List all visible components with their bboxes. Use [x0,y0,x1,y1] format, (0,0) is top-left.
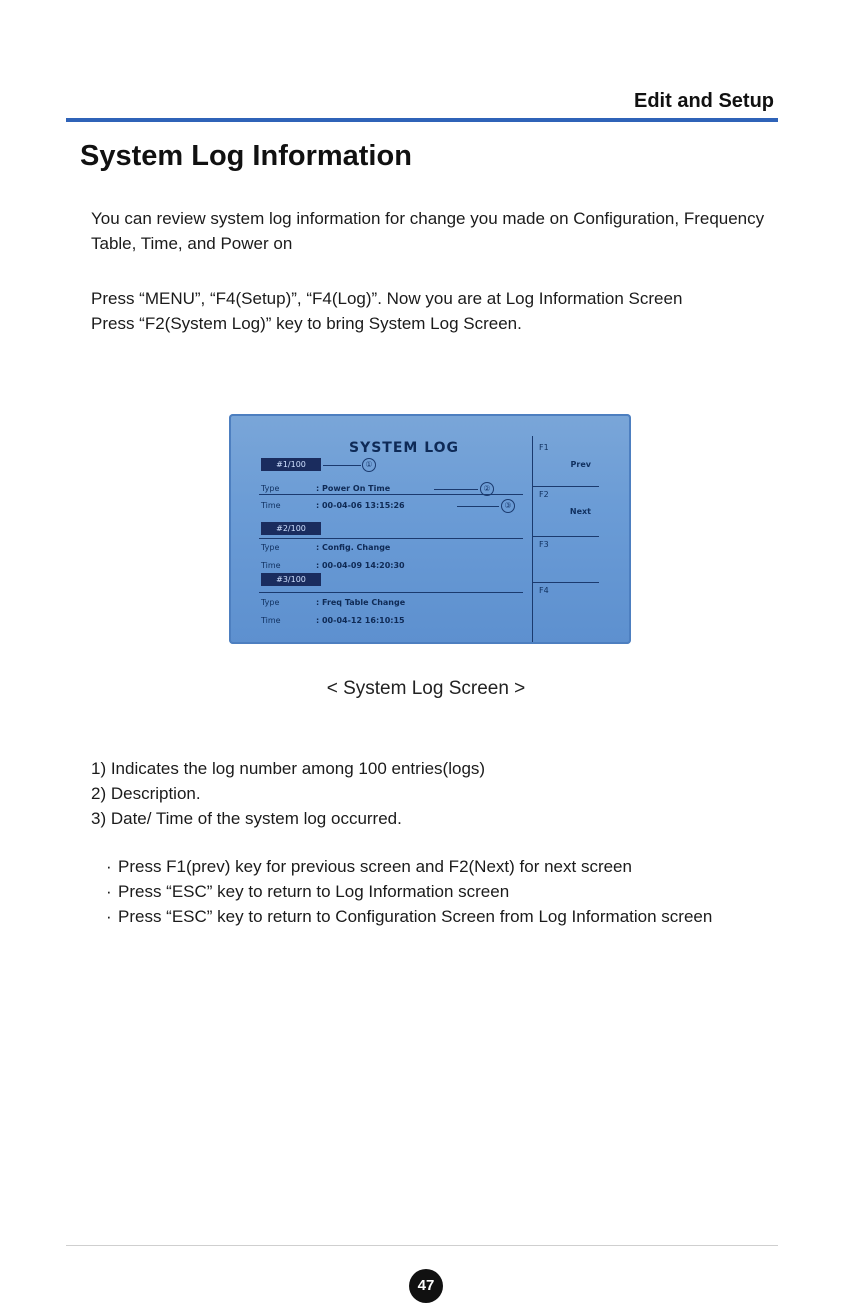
marker-3: ③ [501,499,515,513]
note-item: 1) Indicates the log number among 100 entries(logs) [91,759,486,778]
footer-rule [66,1245,778,1246]
type-value: : Config. Change [316,543,391,552]
separator [259,494,523,495]
bullet-text: Press “ESC” key to return to Log Information screen [118,882,510,901]
separator [259,538,523,539]
section-header: Edit and Setup [634,90,774,112]
instructions [91,286,781,336]
time-label: Time [261,616,281,625]
fkey-label: Prev [570,460,591,469]
time-label: Time [261,501,281,510]
log-number-badge: #2/100 [261,522,321,535]
bullet-item [106,879,712,904]
marker-1: ① [362,458,376,472]
notes-list [91,756,485,831]
bullet-text: Press F1(prev) key for previous screen and F2(Next) for next screen [118,857,632,876]
header-rule [66,118,778,122]
type-label: Type [261,543,280,552]
fkey-f4[interactable] [533,582,599,629]
bullet-dot-icon: · [106,882,112,901]
intro-paragraph: You can review system log information for change you made on Configuration, Frequency Table, Time, and Power on [91,209,765,253]
time-value: : 00-04-12 16:10:15 [316,616,405,625]
type-value: : Power On Time [316,484,391,493]
system-log-screen [229,414,631,644]
fkey-f3[interactable] [533,536,599,583]
time-value: : 00-04-06 13:15:26 [316,501,405,510]
instruction-line: Press “F2(System Log)” key to bring System Log Screen. [91,314,522,333]
bullet-list [106,854,712,929]
marker-2: ② [480,482,494,496]
separator [259,592,523,593]
screen-title: SYSTEM LOG [349,440,460,456]
fkey-code: F1 [539,443,549,452]
note-item: 2) Description. [91,784,201,803]
annotation-line [457,506,499,507]
bullet-text: Press “ESC” key to return to Configuration Screen from Log Information screen [118,907,713,926]
figure-caption: < System Log Screen > [326,678,526,699]
fkey-code: F3 [539,540,549,549]
type-value: : Freq Table Change [316,598,406,607]
fkey-code: F4 [539,586,549,595]
log-number-badge: #1/100 [261,458,321,471]
bullet-item [106,904,712,929]
bullet-item [106,854,712,879]
instruction-line: Press “MENU”, “F4(Setup)”, “F4(Log)”. Now you are at Log Information Screen [91,289,683,308]
note-item: 3) Date/ Time of the system log occurred. [91,809,402,828]
bullet-dot-icon: · [106,907,112,926]
fkey-label: Next [569,507,591,516]
annotation-line [323,465,361,466]
time-value: : 00-04-09 14:20:30 [316,561,405,570]
page-number: 47 [409,1269,443,1303]
annotation-line [434,489,478,490]
type-label: Type [261,484,280,493]
function-key-panel [532,436,601,642]
page-title: System Log Information [80,140,412,172]
log-number-badge: #3/100 [261,573,321,586]
fkey-code: F2 [539,490,549,499]
time-label: Time [261,561,281,570]
type-label: Type [261,598,280,607]
fkey-f2[interactable] [533,486,599,533]
fkey-f1[interactable] [533,440,599,486]
bullet-dot-icon: · [106,857,112,876]
